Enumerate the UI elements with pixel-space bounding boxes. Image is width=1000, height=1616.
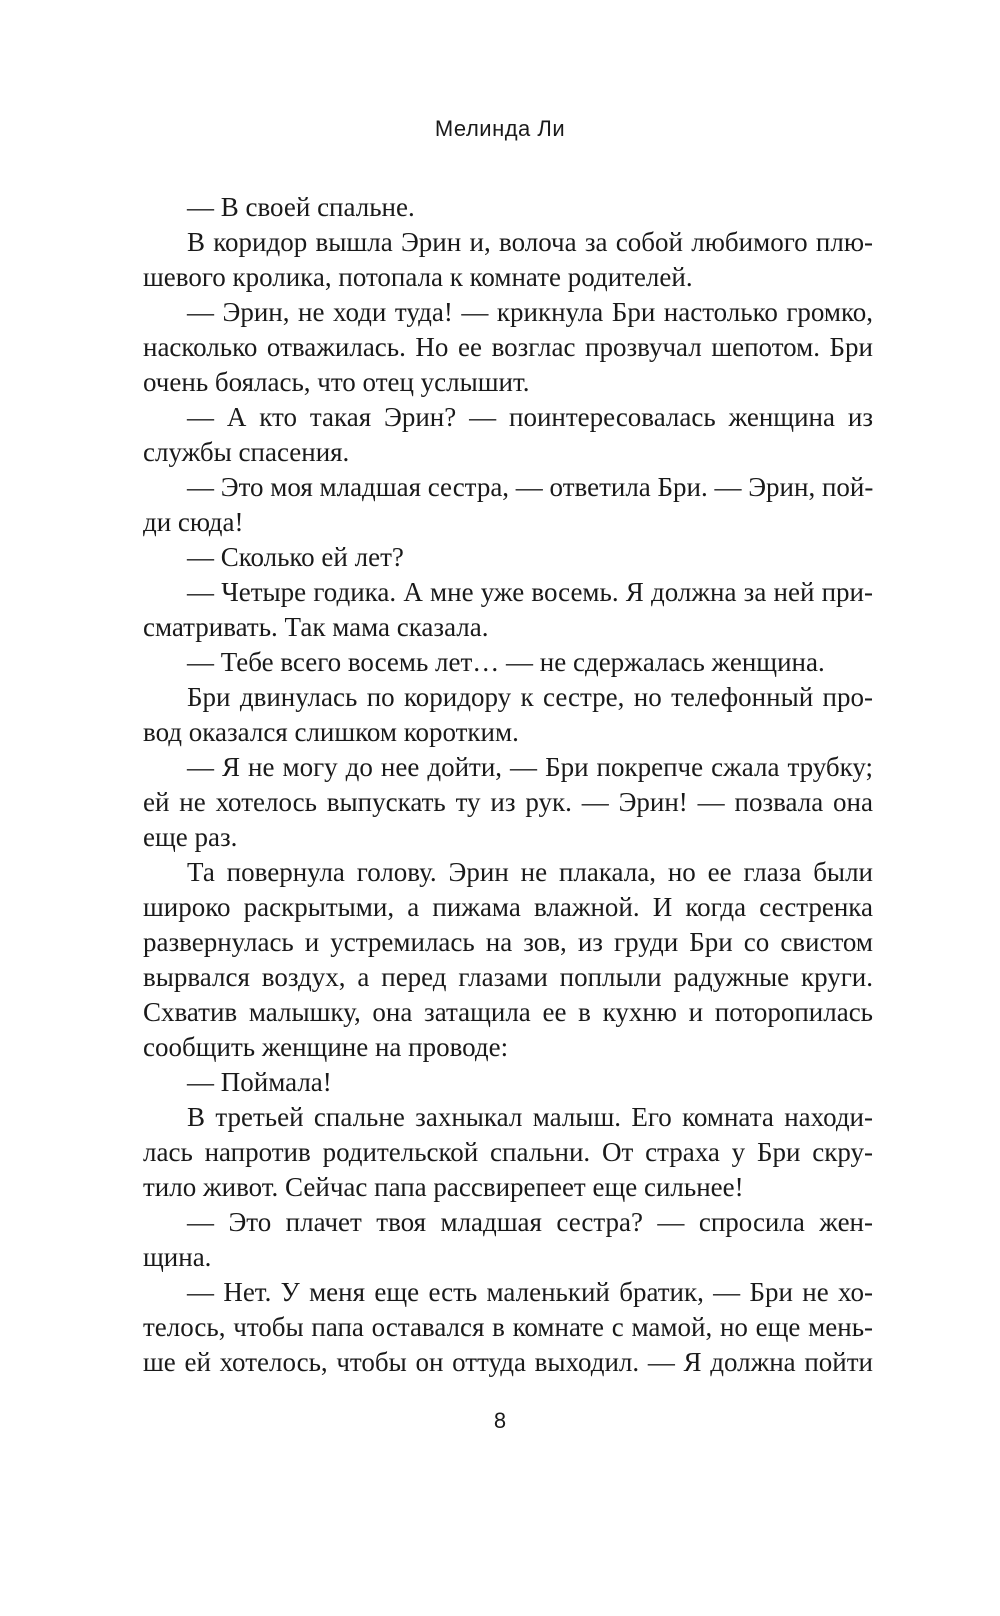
text-line: вырвался воздух, а перед глазами поплыли радужные круги.	[143, 962, 873, 992]
running-head-author: Мелинда Ли	[434, 116, 566, 141]
text-line: ди сюда!	[143, 507, 244, 537]
text-line: — Эрин, не ходи туда! — крикнула Бри настолько громко,	[187, 297, 873, 327]
text-line: лась напротив родительской спальни. От страха у Бри скру-	[143, 1137, 873, 1167]
text-line: — Это плачет твоя младшая сестра? — спросила жен-	[187, 1207, 873, 1237]
text-line: Бри двинулась по коридору к сестре, но телефонный про-	[187, 682, 873, 712]
text-line: щина.	[143, 1242, 212, 1272]
text-line: телось, чтобы папа оставался в комнате с мамой, но еще мень-	[143, 1312, 873, 1342]
text-line: — В своей спальне.	[187, 192, 415, 222]
text-line: — Нет. У меня еще есть маленький братик, — Бри не хо-	[187, 1277, 873, 1307]
text-line: — Это моя младшая сестра, — ответила Бри. — Эрин, пой-	[187, 472, 874, 502]
text-line: развернулась и устремилась на зов, из груди Бри со свистом	[143, 927, 873, 957]
body-text	[143, 190, 873, 1380]
text-line: ей не хотелось выпускать ту из рук. — Эрин! — позвала она	[143, 787, 873, 817]
text-line: вод оказался слишком коротким.	[143, 717, 519, 747]
text-line: В третьей спальне захныкал малыш. Его комната находи-	[187, 1102, 873, 1132]
text-line: широко раскрытыми, а пижама влажной. И когда сестренка	[143, 892, 873, 922]
text-line: Схватив малышку, она затащила ее в кухню и поторопилась	[143, 997, 873, 1027]
text-line: шевого кролика, потопала к комнате родителей.	[143, 262, 693, 292]
page-number: 8	[493, 1408, 507, 1433]
text-line: — Я не могу до нее дойти, — Бри покрепче сжала трубку;	[187, 752, 873, 782]
text-line: службы спасения.	[143, 437, 350, 467]
text-line: ше ей хотелось, чтобы он оттуда выходил. — Я должна пойти	[143, 1347, 873, 1377]
text-line: — Четыре годика. А мне уже восемь. Я должна за ней при-	[187, 577, 873, 607]
text-line: — Тебе всего восемь лет… — не сдержалась женщина.	[187, 647, 825, 677]
text-line: очень боялась, что отец услышит.	[143, 367, 530, 397]
text-line: еще раз.	[143, 822, 238, 852]
text-line: — Сколько ей лет?	[187, 542, 404, 572]
text-line: В коридор вышла Эрин и, волоча за собой любимого плю-	[187, 227, 873, 257]
text-line: насколько отважилась. Но ее возглас прозвучал шепотом. Бри	[143, 332, 873, 362]
text-line: сматривать. Так мама сказала.	[143, 612, 489, 642]
text-line: — А кто такая Эрин? — поинтересовалась женщина из	[187, 402, 873, 432]
text-line: сообщить женщине на проводе:	[143, 1032, 509, 1062]
text-line: — Поймала!	[187, 1067, 332, 1097]
text-line: Та повернула голову. Эрин не плакала, но ее глаза были	[187, 857, 873, 887]
text-line: тило живот. Сейчас папа рассвирепеет еще сильнее!	[143, 1172, 744, 1202]
